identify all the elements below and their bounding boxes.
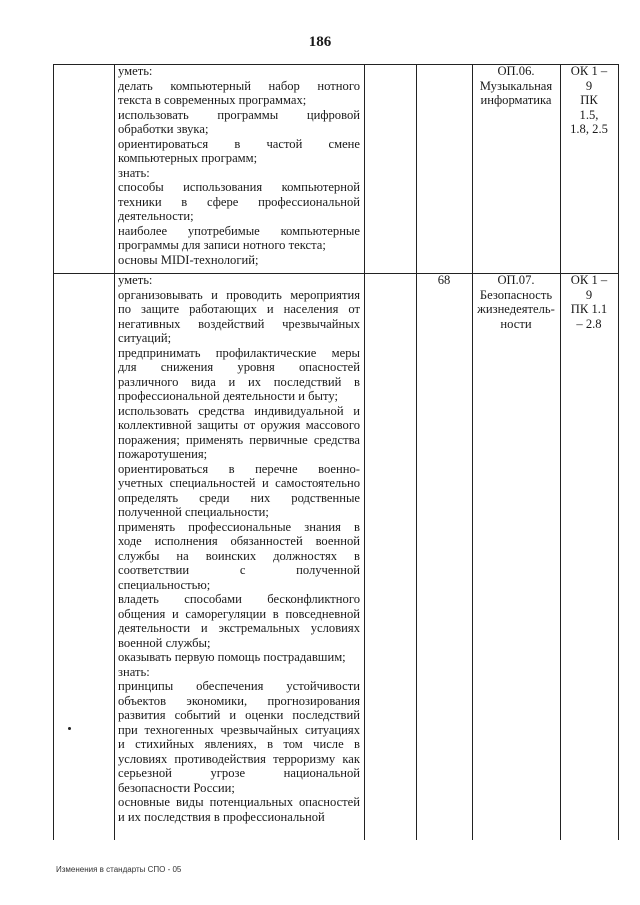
text-line: серьезной угрозе национальной: [118, 766, 360, 780]
text-line: знать:: [118, 664, 150, 679]
discipline-code-line: информатика: [480, 93, 552, 107]
text-line: пожаротушения;: [118, 447, 208, 461]
page-number: 186: [308, 34, 332, 50]
text-line: службы на воинских должностях в: [118, 548, 360, 563]
text-line: при техногенных чрезвычайных ситуациях: [118, 722, 360, 737]
text-line: ситуаций;: [118, 331, 172, 345]
row-discipline-code: [472, 273, 560, 331]
competency-line: 9: [585, 287, 593, 302]
competency-line: ПК: [580, 93, 598, 107]
text-line: делать компьютерный набор нотного: [118, 78, 360, 93]
row-hours: [416, 273, 472, 288]
competency-line: 1.5,: [579, 107, 599, 122]
text-line: оказывать первую помощь пострадавшим;: [118, 650, 346, 664]
text-line: принципы обеспечения устойчивости: [118, 679, 360, 693]
text-line: ориентироваться в частой смене: [118, 136, 360, 151]
text-line: программы для записи нотного текста;: [118, 238, 326, 252]
competency-line: – 2.8: [576, 316, 602, 331]
discipline-code-line: жизнедеятель-: [477, 302, 555, 316]
text-line: наиболее употребимые компьютерные: [118, 223, 360, 238]
discipline-code-line: Безопасность: [479, 287, 553, 302]
text-line: организовывать и проводить мероприятия: [118, 287, 360, 302]
text-line: применять профессиональные знания в: [118, 519, 360, 534]
text-line: способы использования компьютерной: [118, 180, 360, 194]
text-line: использовать программы цифровой: [118, 107, 360, 122]
text-line: развития событий и оценки последствий: [118, 708, 360, 722]
text-line: условиях противодействия терроризму как: [118, 751, 360, 766]
text-line: основные виды потенциальных опасностей: [118, 795, 360, 809]
discipline-code-line: ОП.07.: [497, 273, 535, 287]
text-line: общения и саморегуляции в повседневной: [118, 606, 360, 621]
table-border-left: [53, 64, 54, 840]
text-line: специальностью;: [118, 577, 211, 592]
row-discipline-code: [472, 64, 560, 108]
text-line: коллективной защиты от оружия массового: [118, 418, 360, 432]
text-line: для снижения уровня опасностей: [118, 360, 360, 374]
text-line: использовать средства индивидуальной и: [118, 403, 360, 418]
table-divider: [114, 64, 115, 840]
text-line: деятельности;: [118, 209, 194, 223]
text-line: полученной специальности;: [118, 505, 269, 519]
text-line: различного вида и их последствий в: [118, 374, 360, 389]
row-competencies: [560, 64, 618, 137]
text-line: определять среди них родственные: [118, 490, 360, 505]
discipline-code-line: ности: [500, 316, 532, 331]
page-footer: Изменения в стандарты СПО - 05: [56, 865, 182, 874]
text-line: знать:: [118, 165, 150, 180]
text-line: поражения; применять первичные средства: [118, 432, 360, 447]
text-line: деятельности и экстремальных условиях: [118, 621, 360, 635]
text-line: обработки звука;: [118, 122, 209, 136]
text-line: учетных специальностей и самостоятельно: [118, 476, 360, 490]
text-line: ориентироваться в перечне военно-: [118, 461, 360, 476]
competency-line: ОК 1 –: [570, 273, 608, 287]
text-line: негативных воздействий чрезвычайных: [118, 316, 360, 331]
text-line: соответствии с полученной: [118, 563, 360, 577]
discipline-code-line: Музыкальная: [479, 78, 553, 93]
table-divider: [416, 64, 417, 840]
row-description: [118, 273, 360, 824]
text-line: компьютерных программ;: [118, 151, 258, 165]
table-border-right: [618, 64, 619, 840]
competency-line: ОК 1 –: [570, 64, 608, 78]
text-line: предпринимать профилактические меры: [118, 345, 360, 360]
text-line: военной службы;: [118, 635, 211, 650]
text-line: владеть способами бесконфликтного: [118, 592, 360, 606]
text-line: профессиональной деятельности и быту;: [118, 389, 338, 403]
text-line: по защите работающих и населения от: [118, 302, 360, 316]
hours-value: 68: [437, 273, 451, 287]
row-competencies: [560, 273, 618, 331]
discipline-code-line: ОП.06.: [497, 64, 535, 78]
competency-line: 9: [585, 78, 593, 93]
text-line: и стихийных явлениях, в том числе в: [118, 737, 360, 751]
competency-line: 1.8, 2.5: [570, 122, 608, 136]
text-line: основы MIDI-технологий;: [118, 252, 259, 267]
table-divider: [472, 64, 473, 840]
text-line: уметь:: [118, 64, 153, 78]
table-divider: [364, 64, 365, 840]
text-line: и их последствия в профессиональной: [118, 809, 325, 824]
competency-line: ПК 1.1: [570, 302, 608, 316]
text-line: уметь:: [118, 273, 153, 287]
row-description: [118, 64, 360, 267]
text-line: техники в сфере профессиональной: [118, 194, 360, 209]
text-line: безопасности России;: [118, 780, 235, 795]
scan-speck: [68, 727, 71, 730]
text-line: объектов экономики, прогнозирования: [118, 693, 360, 708]
text-line: текста в современных программах;: [118, 93, 307, 107]
text-line: ходе исполнения обязанностей военной: [118, 534, 360, 548]
table-divider: [560, 64, 561, 840]
